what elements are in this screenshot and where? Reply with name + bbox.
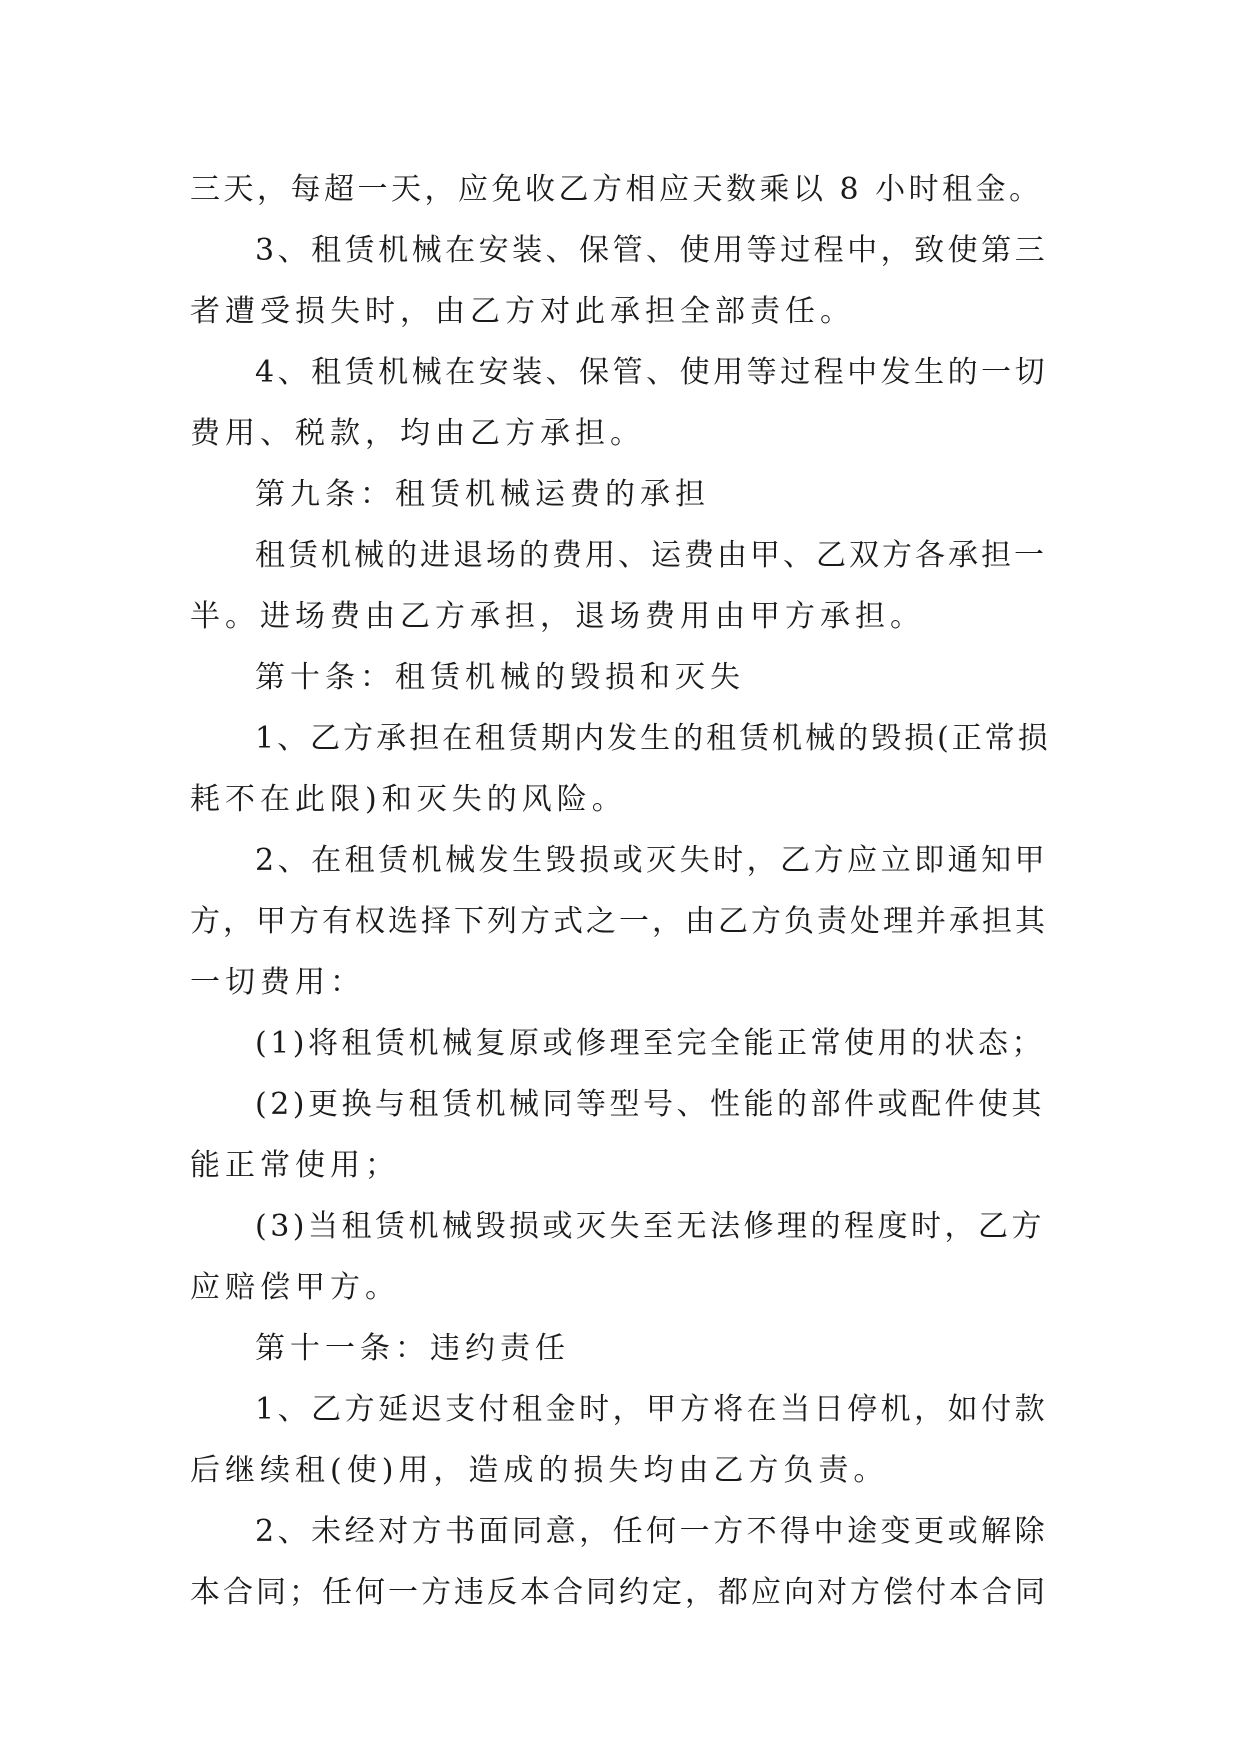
section-heading-11: 第十一条：违约责任 [255, 1331, 570, 1366]
text-line: 一切费用： [190, 965, 365, 1000]
document-body [190, 159, 1052, 1623]
text-line: 方，甲方有权选择下列方式之一，由乙方负责处理并承担其 [190, 904, 1048, 939]
clause-4: 4、租赁机械在安装、保管、使用等过程中发生的一切 [255, 355, 1049, 390]
text-line: 本合同；任何一方违反本合同约定，都应向对方偿付本合同 [190, 1575, 1048, 1610]
text-line: 费用、税款，均由乙方承担。 [190, 416, 645, 451]
text-line: 应赔偿甲方。 [190, 1270, 400, 1305]
text-line: 后继续租(使)用，造成的损失均由乙方负责。 [190, 1453, 889, 1488]
clause-3: 3、租赁机械在安装、保管、使用等过程中，致使第三 [255, 233, 1049, 268]
sub-item-2: (2)更换与租赁机械同等型号、性能的部件或配件使其 [255, 1087, 1045, 1122]
text-line: 三天，每超一天，应免收乙方相应天数乘以 8 小时租金。 [190, 172, 1043, 207]
clause-2: 2、在租赁机械发生毁损或灭失时，乙方应立即通知甲 [255, 843, 1049, 878]
sub-item-1: (1)将租赁机械复原或修理至完全能正常使用的状态； [255, 1026, 1045, 1061]
text-line: 耗不在此限)和灭失的风险。 [190, 782, 627, 817]
clause-2: 2、未经对方书面同意，任何一方不得中途变更或解除 [255, 1514, 1049, 1549]
clause-1: 1、乙方延迟支付租金时，甲方将在当日停机，如付款 [255, 1392, 1049, 1427]
text-line: 半。进场费由乙方承担，退场费用由甲方承担。 [190, 599, 925, 634]
text-line: 租赁机械的进退场的费用、运费由甲、乙双方各承担一 [255, 538, 1047, 573]
text-line: 能正常使用； [190, 1148, 400, 1183]
section-heading-10: 第十条：租赁机械的毁损和灭失 [255, 660, 745, 695]
sub-item-3: (3)当租赁机械毁损或灭失至无法修理的程度时，乙方 [255, 1209, 1045, 1244]
clause-1: 1、乙方承担在租赁期内发生的租赁机械的毁损(正常损 [255, 721, 1051, 756]
section-heading-9: 第九条：租赁机械运费的承担 [255, 477, 710, 512]
text-line: 者遭受损失时，由乙方对此承担全部责任。 [190, 294, 855, 329]
